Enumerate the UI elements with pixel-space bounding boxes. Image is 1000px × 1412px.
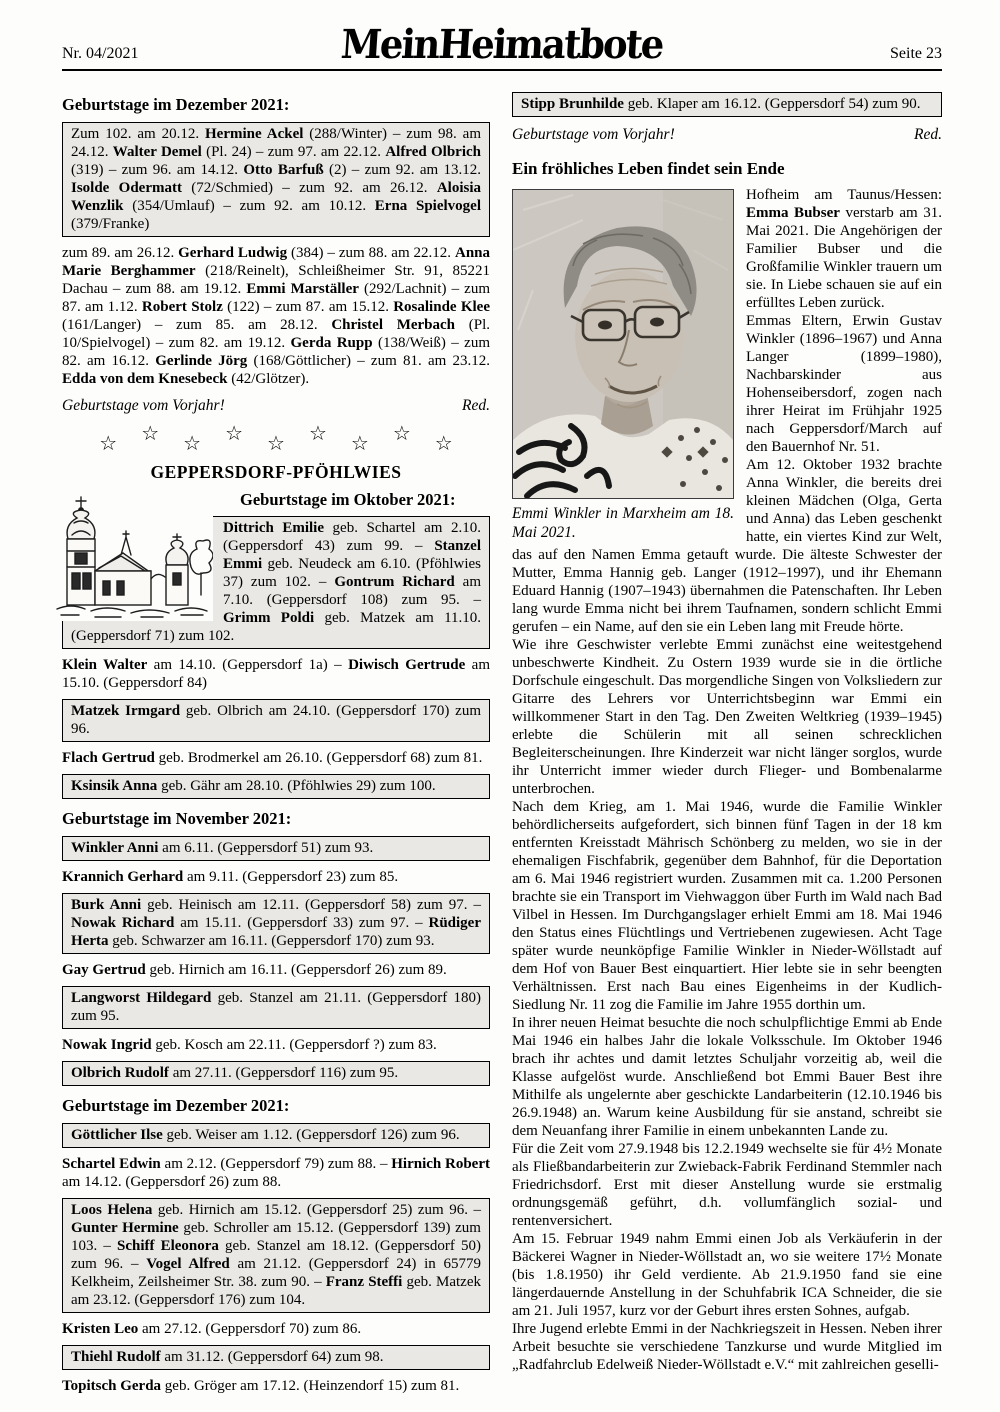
birthday-entry: Klein Walter am 14.10. (Geppersdorf 1a) – Diwisch Gertrude am 15.10. (Geppersdorf 84) bbox=[62, 657, 490, 691]
star-divider bbox=[62, 421, 490, 455]
birthday-entry: Burk Anni geb. Heinisch am 12.11. (Geppersdorf 58) zum 97. – Nowak Richard am 15.11. (Geppersdorf 33) zum 97. – Rüdiger Herta geb. Schwarzer am 16.11. (Geppersdorf 170) zum 93. bbox=[62, 893, 490, 954]
portrait-photo bbox=[512, 189, 734, 499]
birthday-entry: Topitsch Gerda geb. Gröger am 17.12. (Heinzendorf 15) zum 81. bbox=[62, 1378, 460, 1394]
star-icon: ☆ bbox=[350, 431, 369, 455]
star-icon: ☆ bbox=[141, 421, 160, 445]
church-illustration bbox=[51, 493, 213, 621]
star-icon: ☆ bbox=[308, 421, 327, 445]
december-birthdays-continued: zum 89. am 26.12. Gerhard Ludwig (384) – zum 88. am 22.12. Anna Marie Berghammer (218/Reinelt), Schleißheimer Str. 91, 85221 Dachau – zum 88. am 19.12. Emmi Marställer (292/Lachnit) – zum 87. am 1.12. Robert Stolz (122) – zum 87. am 15.12. Rosalinde Klee (161/Langer) – zum 85. am 28.12. Christel Merbach (Pl. 10/Spielvogel) – zum 82. am 19.12. Gerda Rupp (138/Weiß) – zum 82. am 16.12. Gerlinde Jörg (168/Göttlicher) – zum 81. am 23.12. Edda von dem Knesebeck (42/Glötzer). bbox=[62, 245, 491, 387]
star-icon: ☆ bbox=[99, 431, 118, 455]
article-paragraph: Wie ihre Geschwister verlebte Emmi zunächst eine weitestgehend unbeschwerte Kindheit. Zu Ostern 1939 wurde sie in die örtliche Dorfschule eingeschult. Das morgendliche Singen von Volksliedern zur Gitarre des Lehrers vor Unterrichtsbeginn war Emmi ein willkommener Start in den Tag. Den Zweiten Weltkrieg (1939–1945) erlebte die Schülerin mit all seinen schrecklichen Begleiterscheinungen. Ihre Kinderzeit war nicht länger sorglos, wurde ihr Unterricht immer wieder durch Flieger- und Bombenalarme unterbrochen. bbox=[512, 637, 942, 797]
article-paragraph: Am 15. Februar 1949 nahm Emmi einen Job als Verkäuferin in der Bäckerei Wagner in Nieder-Wöllstadt an, wo sie weitere 17½ Monate (bis 1.8.1950) ihr Geld verdiente. Ab 21.9.1950 fand sie eine längerdauernde Anstellung in der Schuhfabrik ICA Schneider, die sie am 21. Juli 1957, kurz vor der Geburt ihres ersten Sohnes, aufgab. bbox=[512, 1231, 942, 1319]
article-paragraph: In ihrer neuen Heimat besuchte die noch schulpflichtige Emmi ab Ende Mai 1946 ein halbes Jahr die lokale Volksschule. Im Oktober 1946 brach ihr achtes und damit letztes Schuljahr vorzeitig ab, weil die Klasse aufgelöst wurde. Anschließend bot Emmi Bauer Best ihre Mithilfe als ungelernte aber geschickte Landarbeiterin (12.10.1946 bis 26.9.1948) an. Warum keine Ausbildung für sie anstand, schreibt sie dem Neuanfang ihrer Familie in einem unbekannten Lande zu. bbox=[512, 1015, 942, 1139]
editor-signature: Red. bbox=[462, 397, 490, 414]
birthday-entry: Schartel Edwin am 2.12. (Geppersdorf 79) zum 88. – Hirnich Robert am 14.12. (Geppersdorf 26) zum 88. bbox=[62, 1156, 490, 1190]
birthday-entry: Nowak Ingrid geb. Kosch am 22.11. (Geppersdorf ?) zum 83. bbox=[62, 1037, 437, 1053]
december-birthdays-box: Zum 102. am 20.12. Hermine Ackel (288/Winter) – zum 98. am 24.12. Walter Demel (Pl. 24) – zum 97. am 22.12. Alfred Olbrich (319) – zum 96. am 14.12. Otto Barfuß (2) – zum 92. am 13.12. Isolde Odermatt (72/Schmied) – zum 92. am 26.12. Aloisia Wenzlik (354/Umlauf) – zum 92. am 10.12. Erna Spielvogel (379/Franke) bbox=[62, 122, 490, 237]
birthday-entry: Geburtstage im November 2021: bbox=[62, 809, 292, 828]
birthday-entry: Flach Gertrud geb. Brodmerkel am 26.10. (Geppersdorf 68) zum 81. bbox=[62, 750, 483, 766]
issue-number: Nr. 04/2021 bbox=[62, 45, 139, 62]
star-icon: ☆ bbox=[183, 431, 202, 455]
birthday-entries-list bbox=[62, 656, 490, 1395]
obituary-heading: Ein fröhliches Leben findet sein Ende bbox=[512, 159, 785, 178]
editor-signature: Red. bbox=[914, 126, 942, 143]
star-icon: ☆ bbox=[392, 421, 411, 445]
birthday-entry: Loos Helena geb. Hirnich am 15.12. (Geppersdorf 25) zum 96. – Gunter Hermine geb. Schroller am 15.12. (Geppersdorf 139) zum 103. – Schiff Eleonora geb. Stanzel am 18.12. (Geppersdorf 50) zum 96. – Vogel Alfred am 21.12. (Geppersdorf 24) in 65779 Kelkheim, Zeilsheimer Str. 38. zum 90. – Franz Steffi geb. Matzek am 23.12. (Geppersdorf 176) zum 104. bbox=[62, 1198, 490, 1313]
birthday-entry: Ksinsik Anna geb. Gähr am 28.10. (Pföhlwies 29) zum 100. bbox=[62, 774, 490, 799]
birthday-entry: Krannich Gerhard am 9.11. (Geppersdorf 23) zum 85. bbox=[62, 869, 399, 885]
article-paragraph: Emmas Eltern, Erwin Gustav Winkler (1896–1967) und Anna Langer (1899–1980), Nachbarskinder aus Hohenseibersdorf, zogen nach ihrer Heirat im Frühjahr 1925 nach Geppersdorf/March auf den Bauernhof Nr. 51. bbox=[746, 313, 942, 455]
masthead-title: MeinHeimatbote bbox=[339, 20, 665, 68]
star-icon: ☆ bbox=[434, 431, 453, 455]
birthday-entry: Matzek Irmgard geb. Olbrich am 24.10. (Geppersdorf 170) zum 96. bbox=[62, 699, 490, 742]
stipp-birthday-box: Stipp Brunhilde geb. Klaper am 16.12. (Geppersdorf 54) zum 90. bbox=[512, 92, 942, 117]
october-birthdays-text: Dittrich Emilie geb. Schartel am 2.10. (Geppersdorf 43) zum 99. – Stanzel Emmi geb. Neudeck am 6.10. (Pföhlwies 37) zum 102. – Gontrum Richard am 7.10. (Geppersdorf 108) zum 95. – Grimm Poldi geb. Matzek am 11.10. (Geppersdorf 71) zum 102. bbox=[71, 520, 482, 644]
previous-year-label: Geburtstage vom Vorjahr! bbox=[512, 126, 675, 143]
portrait-photo-block bbox=[512, 189, 734, 542]
page-number: Seite 23 bbox=[890, 45, 942, 62]
birthday-entry: Kristen Leo am 27.12. (Geppersdorf 70) zum 86. bbox=[62, 1321, 362, 1337]
previous-year-label: Geburtstage vom Vorjahr! bbox=[62, 397, 225, 414]
birthday-entry: Göttlicher Ilse geb. Weiser am 1.12. (Geppersdorf 126) zum 96. bbox=[62, 1123, 490, 1148]
birthday-entry: Geburtstage im Dezember 2021: bbox=[62, 1096, 290, 1115]
star-icon: ☆ bbox=[267, 431, 285, 455]
photo-caption: Emmi Winkler in Marxheim am 18. Mai 2021. bbox=[512, 505, 734, 541]
december-heading-top: Geburtstage im Dezember 2021: bbox=[62, 95, 290, 114]
article-paragraph: Nach dem Krieg, am 1. Mai 1946, wurde die Familie Winkler behördlicherseits aufgefordert, sich binnen fünf Tagen in der 18 km entfernten Kreisstadt Mährisch Schönberg zu melden, wo sie in der ehemaligen Fischfabrik, gegenüber dem Bahnhof, für die Deportation am 6. Mai 1946 registriert wurden. Zusammen mit ca. 1.200 Personen brachte sie ein Transport im Viehwaggon über Furth im Wald nach Bad Vilbel in Hessen. Im Durchgangslager erhielt Emmi am 18. Mai 1946 den Status eines Flüchtlings und Vertriebenen zugewiesen. Acht Tage später wurde neunköpfige Familie Winkler in Nieder-Wöllstadt auf dem Hof von Bauer Best einquartiert. Hier lebte sie in sehr beengten Verhältnissen. Erst nach Bau eines Eigenheims in der Kudlich-Siedlung Nr. 11 zog die Familie im Jahre 1955 dorthin um. bbox=[512, 799, 942, 1013]
previous-year-note bbox=[62, 397, 490, 415]
article-paragraph: Ihre Jugend erlebte Emmi in der Nachkriegszeit in Hessen. Neben ihrer Arbeit besuchte sie verschiedene Tanzkurse und wurde Mitglied im „Radfahrclub Edelweiß Nieder-Wöllstadt e.V.“ mit zahlreichen geselli- bbox=[512, 1321, 942, 1373]
article-paragraph: Am 12. Oktober 1932 brachte Anna Winkler, die bereits drei kleinen Mädchen (Olga, Gerta und Anna) das Leben geschenkt hatte, ein viertes Kind zur Welt, das auf den Namen Emma getauft wurde. Die älteste Schwester der Mutter, Emma Hannig geb. Langer (1912–1997), und ihr Ehemann Eduard Hannig (1907–1943) übernahmen die Patenschaften. Ihr Leben lang wurde Emma nicht bei ihrem Taufnamen, sondern schlicht Emmi gerufen – ein Name, auf den sie ein Leben lang mit Freude hörte. bbox=[512, 457, 942, 635]
october-birthdays-box bbox=[62, 516, 490, 649]
left-column bbox=[62, 85, 490, 1402]
birthday-entry: Gay Gertrud geb. Hirnich am 16.11. (Geppersdorf 26) zum 89. bbox=[62, 962, 447, 978]
birthday-entry: Winkler Anni am 6.11. (Geppersdorf 51) zum 93. bbox=[62, 836, 490, 861]
village-section-heading: GEPPERSDORF-PFÖHLWIES bbox=[150, 462, 402, 482]
page-columns bbox=[62, 85, 942, 1402]
obituary-article bbox=[512, 186, 942, 1374]
previous-year-note-right bbox=[512, 126, 942, 144]
birthday-entry: Langworst Hildegard geb. Stanzel am 21.11. (Geppersdorf 180) zum 95. bbox=[62, 986, 490, 1029]
article-paragraph: Für die Zeit vom 27.9.1948 bis 12.2.1949 wechselte sie für 4½ Monate als Fließbandarbeiterin zur Zwieback-Fabrik Ferdinand Stemmler nach Friedrichsdorf. Erst mit dieser Anstellung wurde sie erstmalig ordnungsgemäß geführt, d.h. vollumfänglich sozial- und rentenversichert. bbox=[512, 1141, 942, 1229]
right-column bbox=[512, 85, 942, 1402]
birthday-entry: Thiehl Rudolf am 31.12. (Geppersdorf 64) zum 98. bbox=[62, 1345, 490, 1370]
article-paragraph: Hofheim am Taunus/Hessen: Emma Bubser verstarb am 31. Mai 2021. Die Angehörigen der Familier Bubser und die Großfamilie Winkler trauern um sie. In Liebe schauen sie auf ein erfülltes Leben zurück. bbox=[746, 187, 942, 311]
birthday-entry: Olbrich Rudolf am 27.11. (Geppersdorf 116) zum 95. bbox=[62, 1061, 490, 1086]
star-icon: ☆ bbox=[225, 421, 244, 445]
page-header bbox=[62, 20, 942, 71]
october-heading: Geburtstage im Oktober 2021: bbox=[240, 490, 456, 509]
